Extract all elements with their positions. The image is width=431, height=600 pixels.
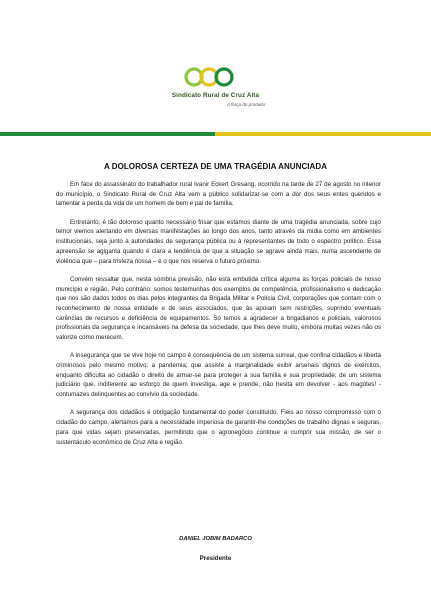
paragraph: Entretanto, é tão doloroso quanto necessário frisar que estamos diante de uma tragédia anunciada, sobre cujo temor viemos alertando em diversas manifestações ao longo dos anos, tanto através da mídia como em ambientes institucionais, seja junto à autoridades de segurança pública ou à representantes de todo o espectro político. Essa apreensão se agiganta quando é clara a tendência de que a situação se agrave ainda mais, numa ascendente de violência que – para tristeza nossa – é o que nos reserva o futuro próximo. <box>56 218 381 265</box>
signatory-name: DANIEL JOBIM BADARCO <box>179 536 252 542</box>
signatory-role: Presidente <box>199 555 232 562</box>
paragraph: A insegurança que se vive hoje no campo é consequência de um sistema surreal, que confina cidadãos e liberta criminosos pelo mesmo motivo: a pandemia; que assiste a marginalidade exibir arsenais dignos de exércitos, enquanto dificulta ao cidadão o direito de armar-se para proteger a sua família e sua propriedade; de um sistema judiciário que, indiferente ao esforço de quem investiga, age e prende, não hesita em devolver - aos magotes! - contumazes delinquentes ao convívio da sociedade. <box>56 352 381 399</box>
paragraph: A segurança dos cidadãos é obrigação fundamental do poder constituído. Fiéis ao nosso compromisso com o cidadão do campo, alertamos para a necessidade imperiosa de garantir-lhe condições de trabalho dignas e seguras, para que vidas sejam preservadas, permitindo que o agronegócio continue a cumprir sua missão, de ser o sustentáculo econômico de Cruz Alta e região. <box>56 409 381 446</box>
organization-tagline: A força do produtor <box>227 102 266 107</box>
paragraph: Em face do assassinato do trabalhador rural Ivanir Eckert Gresang, ocorrido na tarde de 27 de agosto no interior do município, o Sindicato Rural de Cruz Alta vem a público solidarizar-se com a dor dos seus entes queridos e lamentar a perda da vida de um homem de bem e pai de família. <box>56 181 381 208</box>
divider-yellow-segment <box>215 132 431 136</box>
interlinked-rings-logo-icon <box>181 66 251 88</box>
document-body <box>56 180 381 456</box>
document-title: A DOLOROSA CERTEZA DE UMA TRAGÉDIA ANUNCIADA <box>103 162 328 171</box>
divider-green-segment <box>0 132 215 136</box>
organization-name: Sindicato Rural de Cruz Alta <box>171 92 260 99</box>
letterhead <box>0 62 431 122</box>
header-divider-bar <box>0 132 431 136</box>
paragraph: Convém ressaltar que, nesta sombria previsão, não está embutida crítica alguma às forças policiais de nosso município e região. Pelo contrário: somos testemunhas dos exemplos de competência, profissionalismo e dedicação que nos são dados todos os dias pelos integrantes da Brigada Militar e Polícia Civil, corporações que contam com o reconhecimento de nossa entidade e de seus associados, que às apoiam sem restrições, suprindo eventuais carências de recursos e deficiência de equipamentos. Só temos a agradecer a brigadianos e policiais, valorosos profissionais da segurança e incansáveis na defesa da sociedade, que lhes deve muito, embora muitas vezes não os valorize como merecem. <box>56 275 381 342</box>
signature-block <box>0 536 431 562</box>
